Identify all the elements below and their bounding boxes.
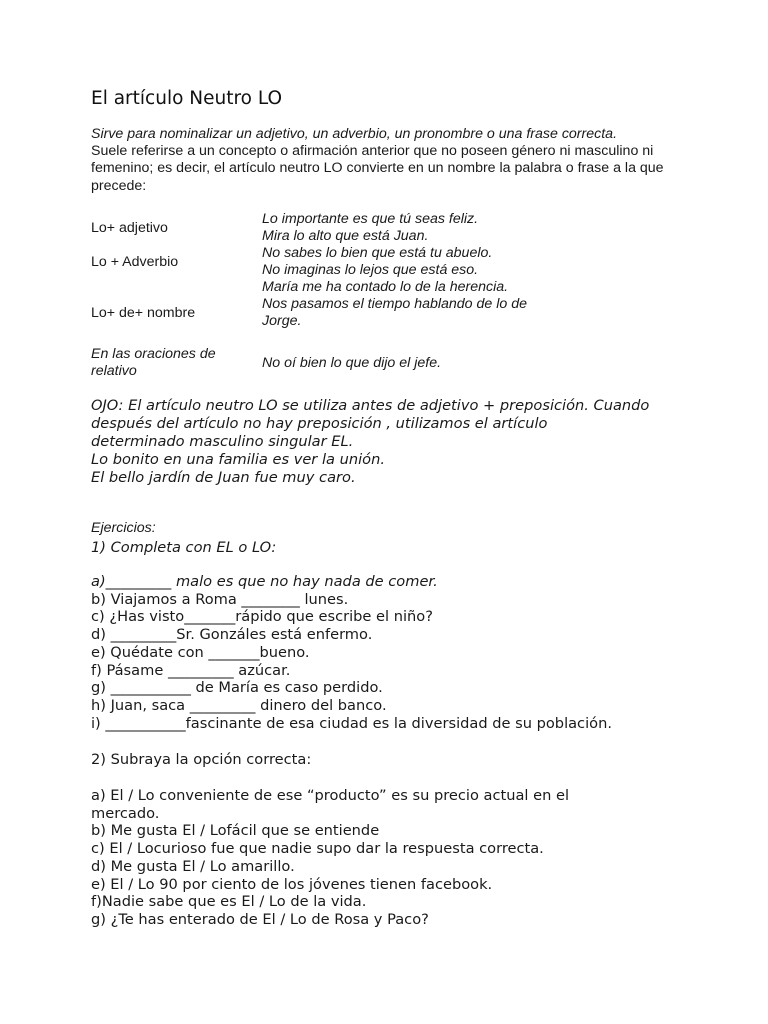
example-line: Lo importante es que tú seas feliz. (262, 211, 479, 227)
ojo-line: después del artículo no hay preposición , utilizamos el artículo (91, 415, 548, 432)
exercise-1-item: h) Juan, saca _________ dinero del banco. (91, 696, 387, 714)
intro-rest: Suele referirse a un concepto o afirmación anterior que no poseen género ni masculino ni femenino; es decir, el artículo neutro LO convierte en un nombre la palabra o frase a la que precede: (91, 143, 664, 194)
rule-examples-adverbio (262, 245, 582, 295)
rule-examples-adjetivo (262, 211, 582, 245)
exercise-1-item: c) ¿Has visto_______rápido que escribe el niño? (91, 608, 433, 626)
exercise-2-item: g) ¿Te has enterado de El / Lo de Rosa y Paco? (91, 910, 429, 928)
exercise-1-item: g) ___________ de María es caso perdido. (91, 679, 383, 697)
example-line: Mira lo alto que está Juan. (262, 227, 429, 244)
rule-label-adjetivo: Lo+ adjetivo (91, 220, 168, 236)
exercise-2-item: b) Me gusta El / Lofácil que se entiende (91, 822, 380, 840)
example-line: No sabes lo bien que está tu abuelo. (262, 245, 493, 261)
rule-examples-de-nombre (262, 296, 582, 330)
exercise-2-item: e) El / Lo 90 por ciento de los jóvenes tienen facebook. (91, 875, 493, 893)
ojo-line: Lo bonito en una familia es ver la unión. (91, 451, 385, 468)
rule-label-relativo (91, 346, 216, 380)
rule-label-de-nombre: Lo+ de+ nombre (91, 305, 196, 321)
rule-examples-relativo (262, 355, 582, 372)
intro-paragraph (91, 126, 691, 195)
exercise-2-item: d) Me gusta El / Lo amarillo. (91, 857, 295, 875)
example-line: Jorge. (262, 312, 302, 329)
example-line: Nos pasamos el tiempo hablando de lo de (262, 296, 528, 312)
ojo-line: El bello jardín de Juan fue muy caro. (91, 469, 356, 486)
exercise-2-item: mercado. (91, 804, 160, 822)
page-title: El artículo Neutro LO (91, 88, 283, 109)
exercise-2-item: f)Nadie sabe que es El / Lo de la vida. (91, 893, 367, 911)
example-line: No imaginas lo lejos que está eso. (262, 261, 479, 278)
ojo-note (91, 397, 691, 487)
exercise-1-title: 1) Completa con EL o LO: (91, 539, 277, 556)
exercise-2-item: a) El / Lo conveniente de ese “producto” es su precio actual en el (91, 787, 570, 804)
exercise-2-list (91, 787, 569, 929)
exercise-2-title: 2) Subraya la opción correcta: (91, 751, 312, 768)
exercise-1-item: a)_________ malo es que no hay nada de comer. (91, 573, 438, 590)
rule-label-adverbio: Lo + Adverbio (91, 254, 179, 270)
ojo-line: determinado masculino singular EL. (91, 433, 354, 450)
exercise-1-item: d) _________Sr. Gonzáles está enfermo. (91, 626, 373, 644)
exercise-1-item: i) ___________fascinante de esa ciudad es la diversidad de su población. (91, 714, 612, 732)
exercise-2-item: c) El / Locurioso fue que nadie supo dar la respuesta correcta. (91, 840, 544, 858)
exercise-1-item: f) Pásame _________ azúcar. (91, 661, 291, 679)
intro-first-line: Sirve para nominalizar un adjetivo, un adverbio, un pronombre o una frase correcta. (91, 126, 618, 142)
exercise-1-item: e) Quédate con _______bueno. (91, 643, 310, 661)
exercises-heading: Ejercicios: (91, 520, 156, 536)
ojo-line: OJO: El artículo neutro LO se utiliza antes de adjetivo + preposición. Cuando (91, 397, 650, 414)
example-line: María me ha contado lo de la herencia. (262, 278, 509, 295)
rule-label-relativo-line: En las oraciones de (91, 346, 216, 362)
rule-label-relativo-line: relativo (91, 363, 137, 380)
example-line: No oí bien lo que dijo el jefe. (262, 355, 442, 371)
exercise-1-list (91, 573, 612, 732)
exercise-1-item: b) Viajamos a Roma ________ lunes. (91, 590, 349, 608)
